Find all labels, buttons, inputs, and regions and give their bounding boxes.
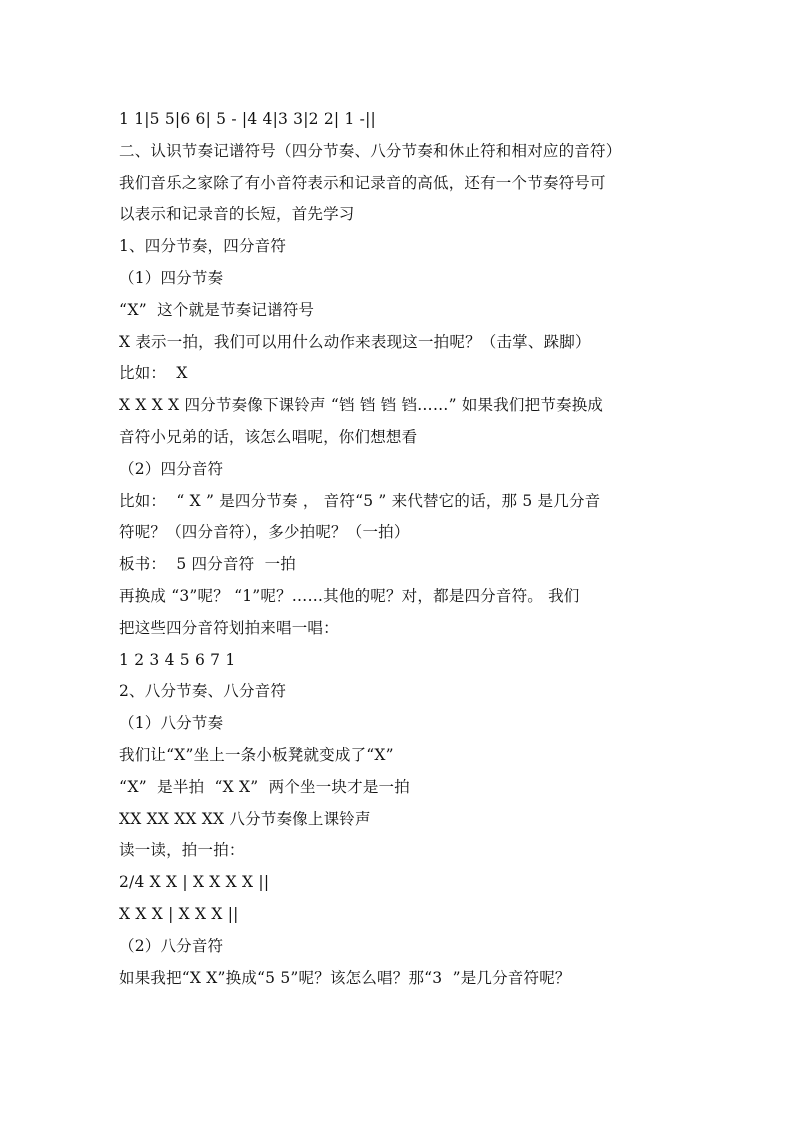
paragraph-line: 把这些四分音符划拍来唱一唱： (119, 618, 339, 637)
paragraph-line: 板书： 5 四分音符 一拍 (119, 555, 296, 574)
paragraph-line: XX XX XX XX 八分节奏像上课铃声 (119, 809, 371, 828)
paragraph-line: 以表示和记录音的长短，首先学习 (119, 205, 355, 224)
notation-line: 2/4 X X | X X X X || (119, 873, 270, 892)
paragraph-line: 如果我把“X X”换成“5 5”呢？该怎么唱？那“3 ”是几分音符呢？ (119, 968, 571, 987)
paragraph-line: 我们音乐之家除了有小音符表示和记录音的高低，还有一个节奏符号可 (119, 173, 606, 192)
paragraph-line: 比如： “ X ” 是四分节奏 ， 音符“5 ” 来代替它的话，那 5 是几分音 (119, 491, 601, 510)
paragraph-line: 比如： X (119, 364, 188, 383)
paragraph-line: X 表示一拍，我们可以用什么动作来表现这一拍呢？（击掌、跺脚） (119, 332, 591, 351)
subsection-heading: 1、四分节奏，四分音符 (119, 237, 287, 256)
paragraph-line: 符呢？（四分音符），多少拍呢？（一拍） (119, 523, 410, 542)
paragraph-line: “X” 这个就是节奏记谱符号 (119, 300, 315, 319)
paragraph-line: 我们让“X”坐上一条小板凳就变成了“X” (119, 745, 394, 764)
notation-line: 1 1|5 5|6 6| 5 - |4 4|3 3|2 2| 1 -|| (119, 110, 376, 128)
item-heading: （1）八分节奏 (119, 714, 224, 733)
document-page (119, 104, 679, 994)
paragraph-line: “X” 是半拍 “X X” 两个坐一块才是一拍 (119, 777, 410, 796)
paragraph-line: X X X X 四分节奏像下课铃声 “铛 铛 铛 铛……” 如果我们把节奏换成 (119, 396, 604, 415)
notation-line: X X X | X X X || (119, 904, 239, 923)
section-heading: 二、认识节奏记谱符号（四分节奏、八分节奏和休止符和相对应的音符） (119, 141, 622, 160)
item-heading: （1）四分节奏 (119, 268, 224, 287)
paragraph-line: 再换成 “3”呢？ “1”呢？……其他的呢？对，都是四分音符。 我们 (119, 586, 580, 605)
subsection-heading: 2、八分节奏、八分音符 (119, 682, 287, 701)
paragraph-line: 音符小兄弟的话，该怎么唱呢，你们想想看 (119, 427, 418, 446)
notation-line: 1 2 3 4 5 6 7 1 (119, 650, 236, 669)
item-heading: （2）八分音符 (119, 936, 224, 955)
item-heading: （2）四分音符 (119, 459, 224, 478)
paragraph-line: 读一读，拍一拍： (119, 841, 245, 860)
